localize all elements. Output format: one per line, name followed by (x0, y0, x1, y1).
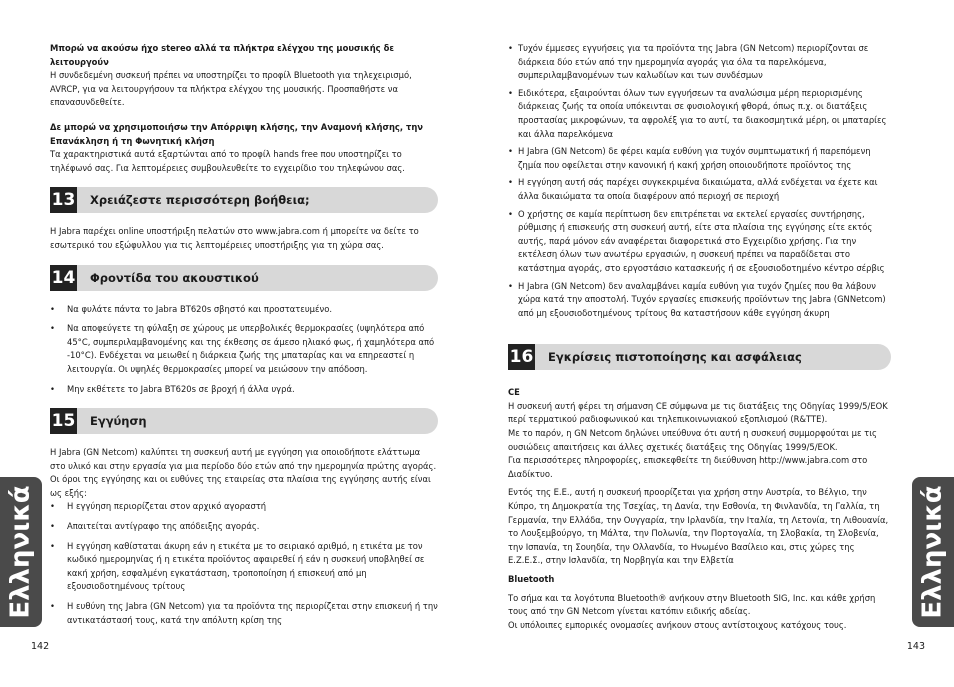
language-tab-left (0, 477, 42, 627)
ce-paragraph: Η συσκευή αυτή φέρει τη σήμανση CE σύμφωνα με τις διατάξεις της Οδηγίας 1999/5/ΕΟΚ περί τερματικού ραδιοφωνικού και τηλεπικοινωνιακού εξοπλισμού (R&TTE). (508, 400, 888, 425)
list-item: • Η Jabra (GN Netcom) δεν αναλαμβάνει καμία ευθύνη για τυχόν ζημίες που θα λάβουν χώρα κατά την αποστολή. Τυχόν εργασίες επισκευής προϊόντων της Jabra (GNNetcom) από μη εξουσιοδοτημένους τρίτους θα καταστήσουν κάθε εγγύηση άκυρη (508, 280, 891, 321)
faq-heading-calls-a: Δε μπορώ να χρησιμοποιήσω την Απόρριψη κλήσης, την Αναμονή κλήσης, την (50, 121, 424, 132)
bluetooth-paragraph: Το σήμα και τα λογότυπα Bluetooth® ανήκουν στην Bluetooth SIG, Inc. και κάθε χρήση τους από την GN Netcom γίνεται κατόπιν ειδικής αδείας. (508, 592, 876, 617)
list-item: • Η Jabra (GN Netcom) δε φέρει καμία ευθύνη για τυχόν συμπτωματική ή παρεπόμενη ζημία που οφείλεται στην κανονική ή κακή χρήση οποιουδήποτε προϊόντος της (508, 145, 891, 172)
ce-paragraph: Με το παρόν, η GN Netcom δηλώνει υπεύθυνα ότι αυτή η συσκευή συμμορφούται με τις ουσιώδεις απαιτήσεις και άλλες σχετικές διατάξεις της Οδηγίας 1999/5/ΕΟΚ. (508, 428, 877, 452)
page-number-left: 142 (31, 641, 50, 652)
faq-body-music: Η συνδεδεμένη συσκευή πρέπει να υποστηρίζει το προφίλ Bluetooth για τηλεχειρισμό, AVRCP, για να λειτουργήσουν τα πλήκτρα ελέγχου της μουσικής. Προσπαθήστε να επανασυνδεθείτε. (50, 70, 412, 108)
language-tab-label: Ελληνικά (6, 485, 37, 619)
right-column (508, 42, 891, 632)
warranty-list-continued (508, 42, 891, 320)
warranty-list (50, 500, 438, 627)
ce-heading: CE (508, 387, 520, 398)
list-item: • Να αποφεύγετε τη φύλαξη σε χώρους με υπερβολικές θερμοκρασίες (υψηλότερα από 45°C, συμπεριλαμβανομένης και της έκθεσης σε άμεσο ηλιακό φως, ή χαμηλότερα από -10°C). Ενδέχεται να μειωθεί η διάρκεια ζωής της μπαταρίας και να επηρεαστεί η λειτουργία. Οι υψηλές θερμοκρασίες μπορεί να μειώσουν την απόδοση. (50, 322, 438, 376)
list-item: • Τυχόν έμμεσες εγγυήσεις για τα προϊόντα της Jabra (GN Netcom) περιορίζονται σε διάρκεια δύο ετών από την ημερομηνία αγοράς για όλα τα παρελκόμενα, συμπεριλαμβανομένων των καλωδίων και των συνδέσμων (508, 42, 891, 83)
section-13-header (50, 187, 438, 213)
section-14-header (50, 265, 438, 291)
list-item: • Ο χρήστης σε καμία περίπτωση δεν επιτρέπεται να εκτελεί εργασίες συντήρησης, ρύθμισης ή επισκευής στη συσκευή αυτή, είτε στα πλαίσια της εγγύησης είτε εκτός αυτής, παρά μόνον εάν αναφέρεται διαφορετικά στο Εγχειρίδιο χρήσης. Για την εκτέλεση όλων των ανωτέρω εργασιών, η συσκευή πρέπει να παραδίδεται στο κατάστημα αγοράς, στο εργοστάσιο κατασκευής ή σε εξουσιοδοτημένο κέντρο σέρβις (508, 208, 891, 276)
faq-heading-music: Μπορώ να ακούσω ήχο stereo αλλά τα πλήκτρα ελέγχου της μουσικής δε λειτουργούν (50, 43, 394, 67)
section-16-number: 16 (508, 344, 535, 370)
section-15-number: 15 (50, 408, 77, 434)
list-item: • Η εγγύηση καθίσταται άκυρη εάν η ετικέτα με το σειριακό αριθμό, η ετικέτα με τον κωδικό ημερομηνίας ή η ετικέτα προϊόντος αφαιρεθεί ή εάν η συσκευή υποβληθεί σε κακή χρήση, εσφαλμένη εγκατάσταση, τροποποίηση ή επισκευή από μη εξουσιοδοτημένους τρίτους (50, 540, 438, 594)
left-column (50, 42, 438, 633)
care-list (50, 303, 438, 397)
list-item: • Απαιτείται αντίγραφο της απόδειξης αγοράς. (50, 520, 438, 534)
section-14-number: 14 (50, 265, 77, 291)
list-item: • Ειδικότερα, εξαιρούνται όλων των εγγυήσεων τα αναλώσιμα μέρη περιορισμένης διάρκειας ζωής τα οποία υπόκεινται σε φυσιολογική φθορά, όπως π.χ. οι διατάξεις προστασίας μικροφώνων, τα αφρολέξ για το αυτί, τα διακοσμητικά μέρη, οι μπαταρίες και άλλα παρελκόμενα (508, 87, 891, 141)
bluetooth-paragraph: Οι υπόλοιπες εμπορικές ονομασίες ανήκουν στους αντίστοιχους κατόχους τους. (508, 619, 847, 630)
section-13-number: 13 (50, 187, 77, 213)
section-16-header (508, 344, 891, 370)
page-number-right: 143 (906, 641, 925, 652)
faq-body-calls: Τα χαρακτηριστικά αυτά εξαρτώνται από το προφίλ hands free που υποστηρίζει το τηλέφωνό σας. Για λεπτομέρειες συμβουλευθείτε το εγχειρίδιο του τηλεφώνου σας. (50, 149, 405, 173)
section-15-body: Η Jabra (GN Netcom) καλύπτει τη συσκευή αυτή με εγγύηση για οποιοδήποτε ελάττωμα στο υλικό και στην εργασία για μια περίοδο δύο ετών από την ημερομηνία πρώτης αγοράς. Οι όροι της εγγύησης και οι ευθύνες της εταιρείας στα πλαίσια της εγγύησης αυτής είναι ως εξής: (50, 447, 437, 498)
language-tab-right (912, 477, 954, 627)
section-14-title: Φροντίδα του ακουστικού (90, 270, 259, 285)
language-tab-label: Ελληνικά (918, 485, 949, 619)
list-item: • Η ευθύνη της Jabra (GN Netcom) για τα προϊόντα της περιορίζεται στην επισκευή ή την αντικατάστασή τους, κατά την απόλυτη κρίση της (50, 600, 438, 627)
right-page (477, 0, 954, 687)
list-item: • Να φυλάτε πάντα το Jabra BT620s σβηστό και προστατευμένο. (50, 303, 438, 317)
list-item: • Η εγγύηση αυτή σάς παρέχει συγκεκριμένα δικαιώματα, αλλά ενδέχεται να έχετε και άλλα δικαιώματα τα οποία διαφέρουν από περιοχή σε περιοχή (508, 176, 891, 203)
list-item: • Μην εκθέτετε το Jabra BT620s σε βροχή ή άλλα υγρά. (50, 383, 438, 397)
ce-countries: Εντός της Ε.Ε., αυτή η συσκευή προορίζεται για χρήση στην Αυστρία, το Βέλγιο, την Κύπρο, τη Δημοκρατία της Τσεχίας, τη Δανία, την Εσθονία, τη Φινλανδία, τη Γαλλία, τη Γερμανία, την Ελλάδα, την Ουγγαρία, την Ιρλανδία, την Ιταλία, τη Λετονία, τη Λιθουανία, το Λουξεμβούργο, τη Μάλτα, την Πολωνία, την Πορτογαλία, τη Σλοβακία, τη Σλοβενία, την Ισπανία, τη Σουηδία, την Ολλανδία, το Ηνωμένο Βασίλειο και, στις χώρες της Ε.Ζ.Ε.Σ., στην Ισλανδία, τη Νορβηγία και την Ελβετία (508, 487, 889, 566)
section-15-header (50, 408, 438, 434)
bluetooth-heading: Bluetooth (508, 574, 555, 584)
list-item: • Η εγγύηση περιορίζεται στον αρχικό αγοραστή (50, 500, 438, 514)
section-16-title: Εγκρίσεις πιστοποίησης και ασφάλειας (548, 350, 802, 365)
section-13-body: Η Jabra παρέχει online υποστήριξη πελατών στο www.jabra.com ή μπορείτε να δείτε το εσωτερικό του εξώφυλλου για τις λεπτομέρειες υποστήριξης για τη χώρα σας. (50, 226, 419, 250)
faq-heading-calls-b: Επανάκληση ή τη Φωνητική κλήση (50, 135, 215, 146)
ce-paragraph: Για περισσότερες πληροφορίες, επισκεφθείτε τη διεύθυνση http://www.jabra.com στο Διαδίκτυο. (508, 455, 868, 479)
section-15-title: Εγγύηση (90, 414, 147, 429)
section-13-title: Χρειάζεστε περισσότερη βοήθεια; (90, 193, 310, 208)
